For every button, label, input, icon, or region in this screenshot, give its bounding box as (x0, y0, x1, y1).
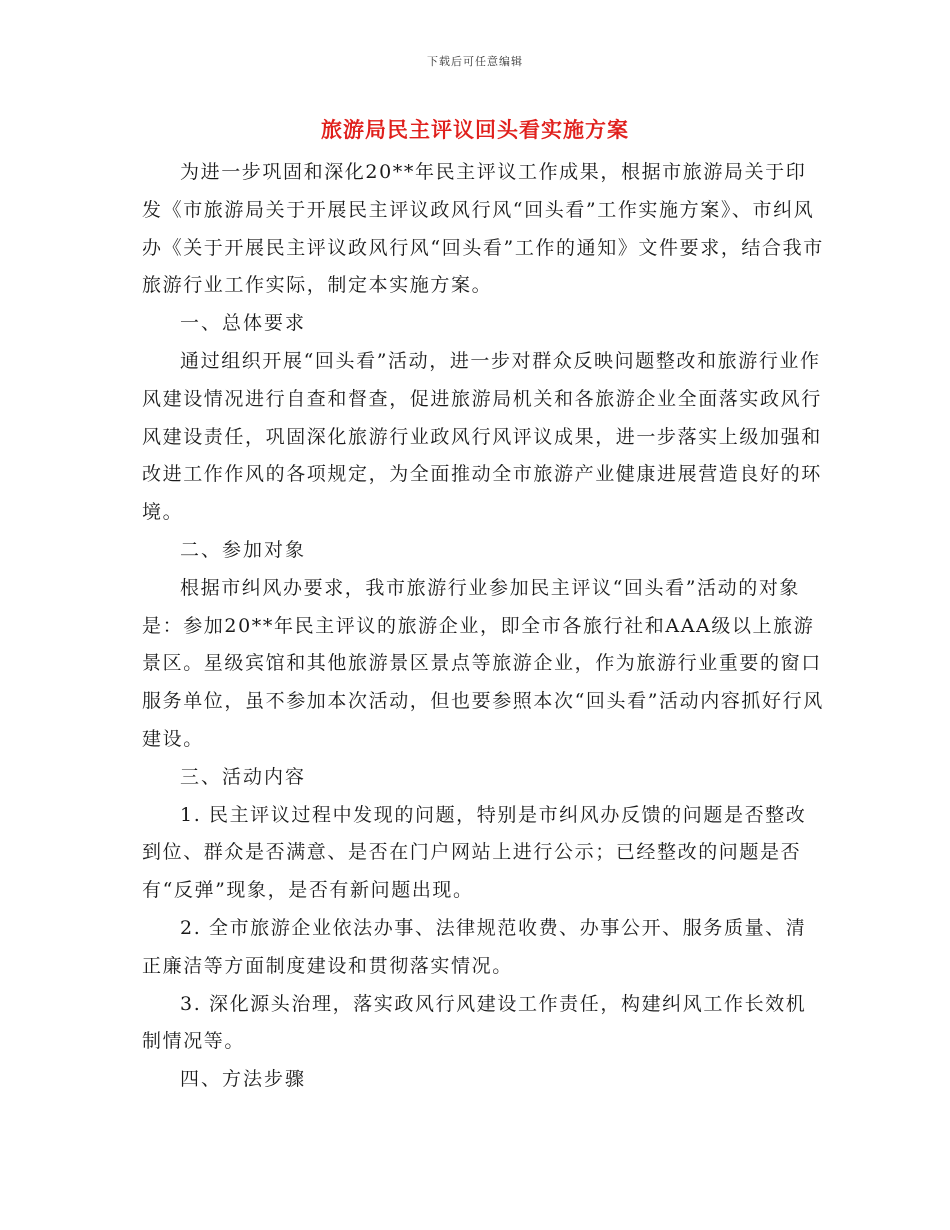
activity-item-2: 2. 全市旅游企业依法办事、法律规范收费、办事公开、服务质量、清正廉洁等方面制度建设和贯彻落实情况。 (142, 916, 807, 977)
document-title: 旅游局民主评议回头看实施方案 (321, 117, 629, 142)
header-note: 下载后可任意编辑 (427, 55, 523, 68)
activity-item-1: 1. 民主评议过程中发现的问题，特别是市纠风办反馈的问题是否整改到位、群众是否满意、是否在门户网站上进行公示；已经整改的问题是否有“反弹”现象，是否有新问题出现。 (142, 803, 807, 902)
general-requirements-paragraph: 通过组织开展“回头看”活动，进一步对群众反映问题整改和旅游行业作风建设情况进行自查和督查，促进旅游局机关和各旅游企业全面落实政风行风建设责任，巩固深化旅游行业政风行风评议成果，进一步落实上级加强和改进工作作风的各项规定，为全面推动全市旅游产业健康进展营造良好的环境。 (142, 349, 822, 524)
intro-paragraph: 为进一步巩固和深化20**年民主评议工作成果，根据市旅游局关于印发《市旅游局关于开展民主评议政风行风“回头看”工作实施方案》、市纠风办《关于开展民主评议政风行风“回头看”工作的通知》文件要求，结合我市旅游行业工作实际，制定本实施方案。 (142, 161, 824, 297)
section-heading-activity-content: 三、活动内容 (180, 765, 307, 788)
document-body (142, 154, 826, 1099)
section-heading-methods-steps: 四、方法步骤 (180, 1068, 307, 1091)
section-heading-general-requirements: 一、总体要求 (180, 312, 307, 335)
activity-item-3: 3. 深化源头治理，落实政风行风建设工作责任，构建纠风工作长效机制情况等。 (142, 992, 807, 1053)
section-heading-participants: 二、参加对象 (180, 538, 307, 561)
participants-paragraph: 根据市纠风办要求，我市旅游行业参加民主评议“回头看”活动的对象是：参加20**年民主评议的旅游企业，即全市各旅行社和AAA级以上旅游景区。星级宾馆和其他旅游景区景点等旅游企业，作为旅游行业重要的窗口服务单位，虽不参加本次活动，但也要参照本次“回头看”活动内容抓好行风建设。 (142, 576, 824, 750)
